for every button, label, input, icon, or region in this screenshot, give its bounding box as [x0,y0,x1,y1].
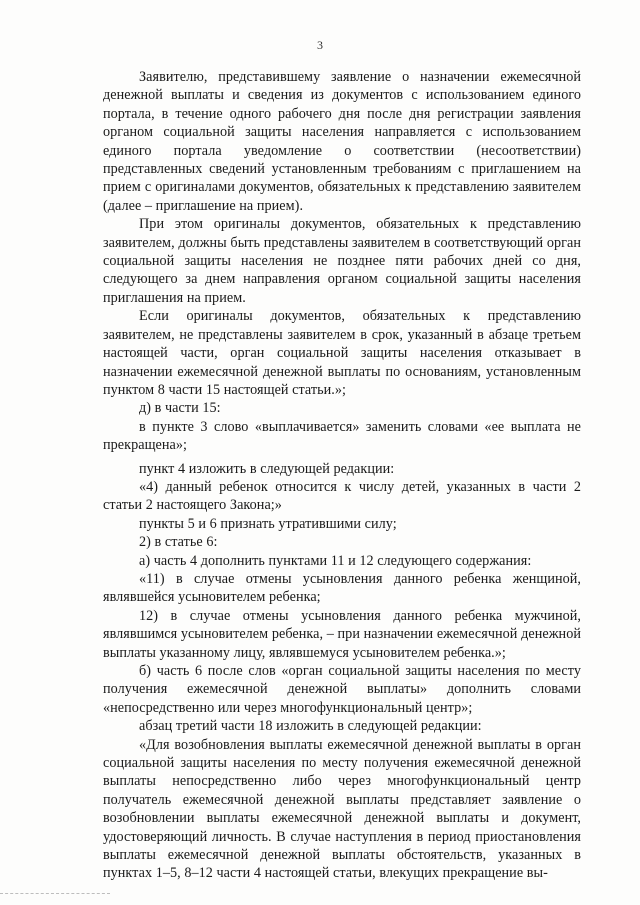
body-text [103,68,581,883]
paragraph: Заявителю, представившему заявление о назначении ежемесячной денежной выплаты и сведения из документов с использованием единого портала, в течение одного рабочего дня после дня регистрации заявления органом социальной защиты населения направляется с использованием единого портала уведомление о соответствии (несоответствии) представленных сведений установленным требованиям с приглашением на прием с оригиналами документов, обязательных к представлению заявителем (далее – приглашение на прием). [103,69,581,214]
paragraph: При этом оригиналы документов, обязательных к представлению заявителем, должны быть представлены заявителем в соответствующий орган социальной защиты населения не позднее пяти рабочих дней со дня, следующего за днем направления органом социальной защиты населения приглашения на прием. [103,216,581,306]
paragraph: д) в части 15: [139,400,221,417]
paragraph: абзац третий части 18 изложить в следующей редакции: [139,718,482,735]
paragraph: «4) данный ребенок относится к числу детей, указанных в части 2 статьи 2 настоящего Закона;» [103,478,581,514]
paragraph: б) часть 6 после слов «орган социальной защиты населения по месту получения ежемесячной денежной выплаты» дополнить словами «непосредственно или через многофункциональный центр»; [103,663,581,716]
paragraph: Если оригиналы документов, обязательных к представлению заявителем, не представлены заявителем в срок, указанный в абзаце третьем настоящей части, орган социальной защиты населения отказывает в назначении ежемесячной денежной выплаты по основаниям, установленным пунктом 8 части 15 настоящей статьи.»; [103,308,581,398]
paragraph: 12) в случае отмены усыновления данного ребенка мужчиной, являвшимся усыновителем ребенка, – при назначении ежемесячной денежной выплаты указанному лицу, являвшемуся усыновителем ребенка.»; [103,607,581,661]
paragraph: в пункте 3 слово «выплачивается» заменить словами «ее выплата не прекращена»; [103,418,581,454]
page-number: 3 [317,38,323,52]
paragraph: пункты 5 и 6 признать утратившими силу; [139,515,397,532]
scan-edge-mark [0,893,110,894]
paragraph: а) часть 4 дополнить пунктами 11 и 12 следующего содержания: [139,552,532,569]
paragraph: 2) в статье 6: [139,534,218,551]
paragraph: «Для возобновления выплаты ежемесячной денежной выплаты в орган социальной защиты населения по месту получения ежемесячной денежной выплаты непосредственно либо через многофункциональный центр получатель ежемесячной денежной выплаты представляет заявление о возобновлении выплаты ежемесячной денежной выплаты и документ, удостоверяющий личность. В случае наступления в период приостановления выплаты ежемесячной денежной выплаты обстоятельств, указанных в пунктах 1–5, 8–12 части 4 настоящей статьи, влекущих прекращение вы- [103,736,581,882]
paragraph: пункт 4 изложить в следующей редакции: [139,460,395,477]
paragraph: «11) в случае отмены усыновления данного ребенка женщиной, являвшейся усыновителем ребенка; [103,570,581,606]
